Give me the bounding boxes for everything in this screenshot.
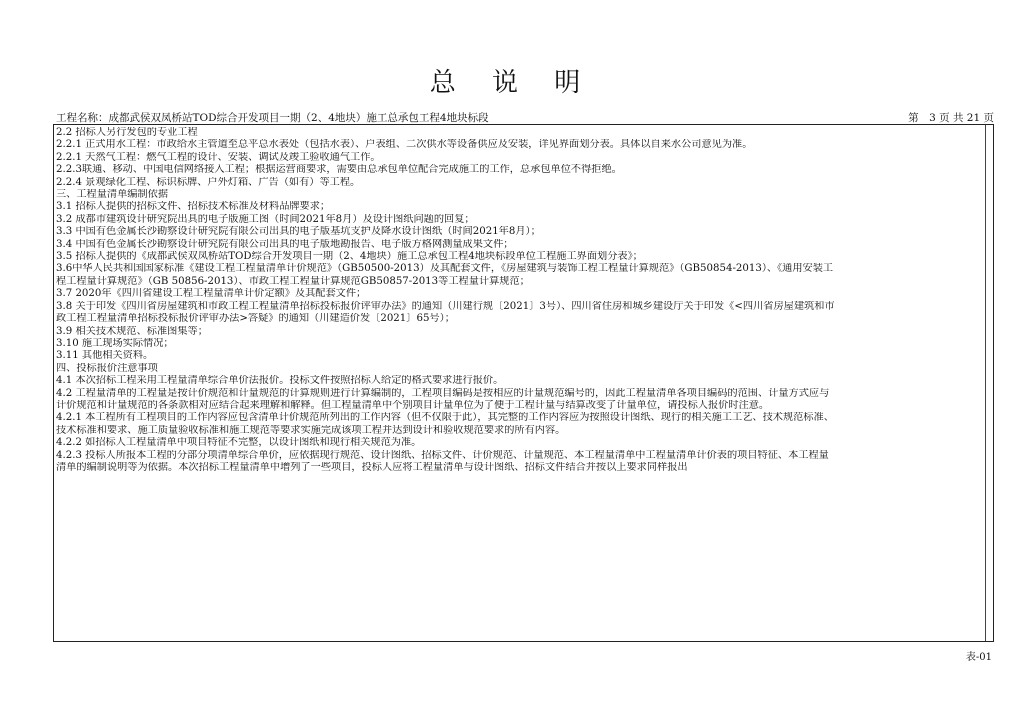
text-line: 2.2.1 正式用水工程：市政给水主管道至总平总水表处（包括水表）、户表组、二次供水等设备供应及安装，详见界面划分表。具体以自来水公司意见为准。	[56, 139, 753, 151]
text-line: 4.2.1 本工程所有工程项目的工作内容应包含清单计价规范所列出的工作内容（但不仅限于此），其完整的工作内容应为按照设计图纸、现行的相关施工工艺、技术规范标准、	[56, 412, 834, 424]
form-number: 表-01	[965, 652, 992, 663]
text-line: 程工程量计算规范》（GB 50856-2013）、市政工程工程量计算规范GB50857-2013等工程量计算规范；	[56, 275, 530, 287]
text-line: 3.8 关于印发《四川省房屋建筑和市政工程工程量清单招标投标报价评审办法》的通知（川建行规〔2021〕3号）、四川省住房和城乡建设厅关于印发《<四川省房屋建筑和市	[56, 300, 835, 312]
text-line: 计价规范和计量规范的各条款相对应结合起来理解和解释。但工程量清单中个别项目计量单位为了便于工程计量与结算改变了计量单位，请投标人报价时注意。	[56, 399, 770, 411]
text-line: 3.6中华人民共和国国家标准《建设工程工程量清单计价规范》（GB50500-2013）及其配套文件，《房屋建筑与装饰工程工程量计算规范》（GB50854-2013）、《通用安装工	[56, 263, 834, 275]
text-line: 2.2.3联通、移动、中国电信网络接入工程；根据运营商要求，需要由总承包单位配合完成施工的工作，总承包单位不得拒绝。	[56, 164, 622, 176]
text-line: 三、工程量清单编制依据	[56, 189, 169, 201]
text-line: 2.2.1 天然气工程：燃气工程的设计、安装、调试及竣工验收通气工作。	[56, 151, 381, 163]
text-line: 技术标准和要求、施工质量验收标准和施工规范等要求实施完成该项工程并达到设计和验收规范要求的所有内容。	[56, 424, 566, 436]
text-line: 3.5 招标人提供的《成都武侯双凤桥站TOD综合开发项目一期（2、4地块）施工总承包工程4地块标段单位工程施工界面划分表》；	[56, 251, 643, 263]
text-line: 3.2 成都市建筑设计研究院出具的电子版施工图（时间2021年8月）及设计图纸问题的回复；	[56, 213, 475, 225]
text-line: 3.7 2020年《四川省建设工程工程量清单计价定额》及其配套文件；	[56, 288, 367, 300]
text-line: 3.11 其他相关资料。	[56, 350, 154, 362]
text-line: 政工程工程量清单招标投标报价评审办法>答疑》的通知（川建造价发〔2021〕65号）；	[56, 313, 455, 325]
text-line: 3.9 相关技术规范、标准图集等；	[56, 325, 208, 337]
text-line: 3.10 施工现场实际情况；	[56, 337, 174, 349]
text-line: 清单的编制说明等为依据。本次招标工程量清单中增列了一些项目，投标人应将工程量清单与设计图纸、招标文件结合并按以上要求同样报出	[56, 461, 688, 473]
text-line: 3.4 中国有色金属长沙勘察设计研究院有限公司出具的电子版地勘报告、电子版方格网测量成果文件；	[56, 238, 514, 250]
text-line: 3.3 中国有色金属长沙勘察设计研究院有限公司出具的电子版基坑支护及降水设计图纸（时间2021年8月）；	[56, 226, 541, 238]
text-line: 4.1 本次招标工程采用工程量清单综合单价法报价。投标文件按照招标人给定的格式要求进行报价。	[56, 375, 504, 387]
text-line: 2.2 招标人另行发包的专业工程	[56, 127, 198, 138]
page-number: 第 3 页 共 21 页	[908, 112, 994, 124]
text-line: 4.2.2 如招标人工程量清单中项目特征不完整，以设计图纸和现行相关规范为准。	[56, 437, 422, 449]
text-line: 4.2.3 投标人所报本工程的分部分项清单综合单价，应依据现行规范、设计图纸、招标文件、计价规范、计量规范、本工程量清单中工程量清单计价表的项目特征、本工程量	[56, 449, 829, 461]
text-line: 3.1 招标人提供的招标文件、招标技术标准及材料品牌要求；	[56, 201, 331, 213]
frame-inner-line	[985, 125, 986, 641]
header-row	[56, 110, 994, 125]
content-body	[56, 127, 984, 474]
text-line: 2.2.4 景观绿化工程、标识标牌、户外灯箱、广告（如有）等工程。	[56, 176, 361, 188]
project-name: 工程名称：成都武侯双凤桥站TOD综合开发项目一期（2、4地块）施工总承包工程4地块标段	[56, 112, 489, 124]
text-line: 4.2 工程量清单的工程量是按计价规范和计量规范的计算规则进行计算编制的，工程项目编码是按相应的计量规范编号的，因此工程量清单各项目编码的范围、计量方式应与	[56, 387, 830, 399]
document-title: 总 说 明	[429, 68, 595, 98]
text-line: 四、投标报价注意事项	[56, 362, 158, 374]
